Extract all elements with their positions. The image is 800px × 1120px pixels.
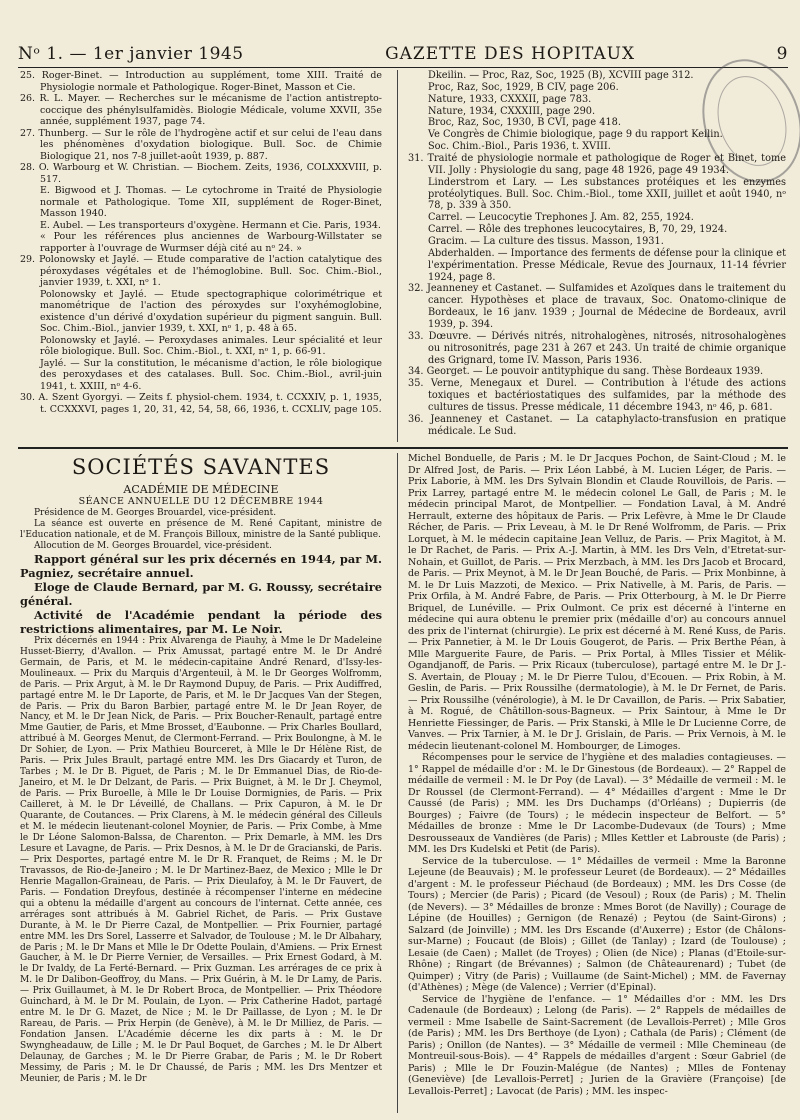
prize-list: Prix décernés en 1944 : Prix Alvarenga de Piauhy, à Mme le Dr Madeleine Husset-Bierry, d'Avallon. — Prix Amussat, partagé entre M. le Dr André Germain, de Paris, et M. le médecin-capitaine André Renard, d'Issy-les-Moulineaux. — Prix du Marquis d'Argenteuil, à M. le Dr Georges Wolfromm, de Paris. — Prix Argut, à M. le Dr Raymond Dupuy, de Paris. — Prix Audiffred, partagé entre M. le Dr Laporte, de Paris, et M. le Dr Jacques Van der Stegen, de Paris. — Prix du Baron Barbier, partagé entre M. le Dr Jean Royer, de Nancy, et M. le Dr Jean Nick, de Paris. — Prix Boucher-Renault, partagé entre Mme Gautier, de Paris, et Mme Brosset, d'Eaubonne. — Prix Charles Boullard, attribué à M. Georges Menut, de Clermont-Ferrand. — Prix Boulongne, à M. le Dr Sohier, de Lyon. — Prix Mathieu Bourceret, à Mlle le Dr Hélène Rist, de Paris. — Prix Jules Brault, partagé entre MM. les Drs Giacardy et Turon, de Tarbes ; M. le Dr B. Piguet, de Paris ; M. le Dr Emmanuel Dias, de Rio-de-Janeiro, et M. le Dr Delzant, de Paris. — Prix Buignet, à M. le Dr J. Cheymol, de Paris. — Prix Buroelle, à Mlle le Dr Louise Dormignies, de Paris. — Prix Cailleret, à M. le Dr Léveillé, de Challans. — Prix Capuron, à M. le Dr Quarante, de Coutances. — Prix Clarens, à M. le médecin général des Cilleuls et M. le médecin lieutenant-colonel Moynier, de Paris. — Prix Combe, à Mme le Dr Léone Salomon-Balssa, de Charenton. — Prix Demarle, à MM. les Drs Lesure et Lavagne, de Paris. — Prix Desnos, à M. le Dr de Gracianski, de Paris. — Prix Desportes, partagé entre M. le Dr R. Franquet, de Reims ; M. le Dr Travassos, de Rio-de-Janeiro ; M. le Dr Martinez-Baez, de Mexico ; Mlle le Dr Henrie Magallon-Graineau, de Paris. — Prix Dieulafoy, à M. le Dr Fauvert, de Paris. — Fondation Dreyfous, destinée à récompenser l'interne en médecine qui a obtenu la médaille d'argent au concours de l'internat. Cette année, ces arrérages sont attribués à M. Gabriel Richet, de Paris. — Prix Gustave Durante, à M. le Dr Pierre Cazal, de Montpellier. — Prix Fournier, partagé entre MM. les Drs Sorel, Lasserre et Salvador, de Toulouse ; M. le Dr Albahary, de Paris ; M. le Dr Mans et Mlle le Dr Odette Poulain, d'Amiens. — Prix Ernest Gaucher, à M. le Dr Pierre Vernier, de Versailles. — Prix Ernest Godard, à M. le Dr Ivaldy, de La Ferté-Bernard. — Prix Guzman. Les arrérages de ce prix à M. le Dr Dalibon-Geoffroy, du Mans. — Prix Guérin, à M. le Dr Lamy, de Paris. — Prix Guillaumet, à M. le Dr Robert Broca, de Montpellier. — Prix Théodore Guinchard, à M. le Dr M. Poulain, de Lyon. — Prix Catherine Hadot, partagé entre M. le Dr G. Mazet, de Nice ; M. le Dr Paillasse, de Lyon ; M. le Dr Rareau, de Paris. — Prix Herpin (de Genève), à M. le Dr Milliez, de Paris. — Fondation Jansen. L'Académie décerne les dix parts à : M. le Dr Swyngheadauw, de Lille ; M. le Dr Paul Boquet, de Garches ; M. le Dr Albert Delaunay, de Garches ; M. le Dr Pierre Grabar, de Paris ; M. le Dr Robert Messimy, de Paris ; M. le Dr Chaussé, de Paris ; MM. les Drs Mentzer et Meunier, de Paris ; M. le Dr	[20, 635, 382, 1084]
reference-item: Broc, Raz, Soc, 1930, B CVI, page 418.	[428, 117, 621, 129]
service-awards: Récompenses pour le service de l'hygiène et des maladies contagieuses. — 1° Rappel de médaille d'or : M. le Dr Ginestous (de Bordeaux). — 2° Rappel de médaille de vermeil : M. le Dr Poy (de Laval). — 3° Médaille de vermeil : M. le Dr Roussel (de Clermont-Ferrand). — 4° Médailles d'argent : Mme le Dr Caussé (de Paris) ; MM. les Drs Duchamps (d'Orléans) ; Dupierris (de Bourges) ; Faivre (de Tours) ; le médecin inspecteur de Belfort. — 5° Médailles de bronze : Mme le Dr Lacombe-Dudevaux (de Tours) ; Mme Desrousseaux de Vandières (de Paris) ; Mlles Kettler et Labrouste (de Paris) ; MM. les Drs Kudelski et Petit (de Paris).	[408, 752, 786, 855]
page-number: 9	[776, 44, 788, 64]
page-header	[18, 38, 788, 68]
reference-item: Polonowsky et Jaylé. — Etude spectographique colorimétrique et manométrique de l'action des péroxydes sur l'oxyhémoglobine, existence d'un dérivé d'oxydation supérieur du pigment sanguin. Bull. Soc. Chim.-Biol., janvier 1939, t. XXI, nᵒ 1, p. 48 à 65.	[40, 288, 382, 334]
journal-title: GAZETTE DES HOPITAUX	[385, 44, 636, 64]
references-right-column	[408, 70, 786, 438]
section-title: SOCIÉTÉS SAVANTES	[71, 455, 331, 479]
reference-item: Nature, 1934, CXXXIII, page 290.	[428, 105, 596, 117]
section-subtitle: ACADÉMIE DE MÉDECINE	[123, 483, 279, 496]
column-divider	[397, 453, 398, 1113]
service-awards: Service de l'hygiène de l'enfance. — 1° Médailles d'or : MM. les Drs Cadenaule (de Bordeaux) ; Lelong (de Paris). — 2° Rappels de médailles de vermeil : Mme Isabelle de Saint-Sacrement (de Levallois-Perret) ; Mlle Gros (de Paris) ; MM. les Drs Berthoye (de Lyon) ; Cathala (de Paris) ; Clément (de Paris) ; Onillon (de Nantes). — 3° Médaille de vermeil : Mlle Chemineau (de Montreuil-sous-Bois). — 4° Rappels de médailles d'argent : Sœur Gabriel (de Paris) ; Mlle le Dr Fouzin-Malégue (de Nantes) ; Mlles de Fontenay (Geneviève) [de Levallois-Perret] ; Jurien de la Gravière (Françoise) [de Levallois-Perret] ; Lavocat (de Paris) ; MM. les inspec-	[408, 993, 786, 1097]
bold-item: Activité de l'Académie pendant la période des restrictions alimentaires, par M. Le Noir.	[20, 607, 382, 636]
reference-note: « Pour les références plus anciennes de Warbourg-Willstater se rapporter à l'ouvrage de Wurmser déjà cité au nᵒ 24. »	[40, 231, 382, 254]
bold-item: Eloge de Claude Bernard, par M. G. Roussy, secrétaire général.	[20, 579, 382, 608]
reference-item: Linderstrom et Lary. — Les substances protéiques et les enzymes protéolytiques. Bull. Soc. Chim.-Biol., tome XXII, juillet et août 1940, nᵒ 78, p. 339 à 350.	[428, 176, 786, 212]
reference-item: Gracim. — La culture des tissus. Masson, 1931.	[428, 236, 664, 248]
column-divider	[397, 70, 398, 442]
reference-item: Nature, 1933, CXXXII, page 783.	[428, 93, 592, 105]
paragraph: Allocution de M. Georges Brouardel, vice-président.	[34, 540, 272, 551]
reference-item: Carrel. — Rôle des trephones leucocytaires, B, 70, 29, 1924.	[428, 224, 728, 236]
bold-item: Rapport général sur les prix décernés en 1944, par M. Pagniez, secrétaire annuel.	[20, 551, 382, 580]
societes-left-column	[20, 453, 382, 1085]
reference-item: Ve Congrès de Chimie biologique, page 9 du rapport Keilin.	[428, 129, 723, 141]
reference-item: 28. O. Warbourg et W. Christian. — Biochem. Zeits, 1936, COLXXXVIII, p. 517.	[20, 162, 382, 185]
reference-item: Polonowsky et Jaylé. — Peroxydases animales. Leur spécialité et leur rôle biologique. Bull. Soc. Chim.-Biol., t. XXI, nᵒ 1, p. 66-91.	[40, 334, 382, 357]
reference-item: E. Aubel. — Les transporteurs d'oxygène. Hermann et Cie. Paris, 1934.	[40, 219, 381, 231]
session-heading: SÉANCE ANNUELLE DU 12 DÉCEMBRE 1944	[78, 496, 324, 507]
reference-item: E. Bigwood et J. Thomas. — Le cytochrome in Traité de Physiologie normale et Pathologique. Tome XII, supplément de Roger-Binet, Masson 1940.	[40, 185, 382, 219]
reference-item: Dkeilin. — Proc, Raz, Soc, 1925 (B), XCVIII page 312.	[428, 70, 694, 81]
reference-item: 29. Polonowsky et Jaylé. — Etude comparative de l'action catalytique des péroxydases végétales et de l'hémoglobine. Bull. Soc. Chim.-Biol., janvier 1939, t. XXI, nᵒ 1.	[20, 254, 382, 288]
reference-item: 25. Roger-Binet. — Introduction au supplément, tome XIII. Traité de Physiologie normale et Pathologique. Roger-Binet, Masson et Cie.	[20, 70, 382, 93]
reference-item: Soc. Chim.-Biol., Paris 1936, t. XVIII.	[428, 141, 611, 153]
reference-item: 34. Georget. — Le pouvoir antityphique du sang. Thèse Bordeaux 1939.	[408, 366, 764, 378]
reference-item: 36. Jeanneney et Castanet. — La cataphylacto-transfusion en pratique médicale. Le Sud.	[408, 413, 786, 437]
reference-item: Jaylé. — Sur la constitution, le mécanisme d'action, le rôle biologique des peroxydases et des catalases. Bull. Soc. Chim.-Biol., avril-juin 1941, t. XXIII, nᵒ 4-6.	[40, 357, 382, 392]
reference-item: Proc, Raz, Soc, 1929, B CIV, page 206.	[428, 81, 619, 93]
paragraph: La séance est ouverte en présence de M. René Capitant, ministre de l'Education nationale, et de M. François Billoux, ministre de la Santé publique.	[20, 518, 382, 540]
section-separator	[18, 447, 788, 449]
reference-item: 27. Thunberg. — Sur le rôle de l'hydrogène actif et sur celui de l'eau dans les phénomènes d'oxydation biologique. Bull. Soc. de Chimie Biologique 21, nos 7-8 juillet-août 1939, p. 887.	[20, 127, 382, 162]
references-left-column	[20, 70, 382, 415]
reference-item: 33. Dœuvre. — Dérivés nitrés, nitrohalogènes, nitrosés, nitrosohalogènes ou nitrosonitrés, page 231 à 267 et 243. Un traité de chimie organique des Grignard, tome IV. Masson, Paris 1936.	[408, 330, 786, 366]
issue-number: Nᵒ 1. — 1er janvier 1945	[18, 44, 244, 64]
reference-item: Carrel. — Leucocytie Trephones J. Am. 82, 255, 1924.	[428, 212, 694, 224]
service-awards: Service de la tuberculose. — 1° Médailles de vermeil : Mme la Baronne Lejeune (de Beauvais) ; M. le professeur Leuret (de Bordeaux). — 2° Médailles d'argent : M. le professeur Piéchaud (de Bordeaux) ; MM. les Drs Cosse (de Tours) ; Mercier (de Paris) ; Picard (de Vesoul) ; Roux (de Paris) ; M. Thelin (de Nevers). — 3° Médailles de bronze : Mmes Borot (de Navilly) ; Courage de Lépine (de Houilles) ; Gernigon (de Renazé) ; Peytou (de Saint-Girons) ; Salzard (de Joinville) ; MM. les Drs Escande (d'Auxerre) ; Estor (de Châlons-sur-Marne) ; Foucaut (de Blois) ; Gillet (de Tanlay) ; Izard (de Toulouse) ; Lesaie (de Caen) ; Mallet (de Troyes) ; Olien (de Nice) ; Planas (d'Etoile-sur-Rhône) ; Ringart (de Brévannes) ; Salmon (de Châteaurenard) ; Tubet (de Quimper) ; Vitry (de Paris) ; Vuillaume (de Saint-Michel) ; MM. de Favernay (d'Athènes) ; Mège (de Valence) ; Verrier (d'Epinal).	[408, 855, 786, 993]
societes-right-column	[408, 453, 786, 1097]
prize-list: Michel Bonduelle, de Paris ; M. le Dr Jacques Pochon, de Saint-Cloud ; M. le Dr Alfred Jost, de Paris. — Prix Léon Labbé, à M. Lucien Léger, de Paris. — Prix Laborie, à MM. les Drs Sylvain Blondin et Claude Rouvillois, de Paris. — Prix Larrey, partagé entre M. le médecin colonel Le Gall, de Paris ; M. le médecin principal Marot, de Montpellier. — Fondation Laval, à M. André Herrault, externe des hôpitaux de Paris. — Prix Lefèvre, à Mme le Dr Claude Récher, de Paris. — Prix Leveau, à M. le Dr René Wolfromm, de Paris. — Prix Lorquet, à M. le médecin capitaine Jean Velluz, de Paris. — Prix Magitot, à M. le Dr Rachet, de Paris. — Prix A.-J. Martin, à MM. les Drs Veln, d'Etretat-sur-Nohain, et Guillot, de Paris. — Prix Merzbach, à MM. les Drs Jacob et Brocard, de Paris. — Prix Meynot, à M. le Dr Jean Bouché, de Paris. — Prix Monbinne, à M. le Dr Luis Mazzoti, de Mexico. — Prix Nativelle, à M. Paris, de Paris. — Prix Orfila, à M. André Fabre, de Paris. — Prix Otterbourg, à M. le Dr Pierre Briquel, de Lunéville. — Prix Oulmont. Ce prix est décerné à l'interne en médecine qui aura obtenu le premier prix (médaille d'or) au concours annuel des prix de l'internat (chirurgie). Le prix est décerné à M. René Kuss, de Paris. — Prix Pannetier, à M. le Dr Louis Gougerot, de Paris. — Prix Berthe Péan, à Mlle Marguerite Faure, de Paris. — Prix Portal, à Mlles Tissier et Mélik-Ogandjanoff, de Paris. — Prix Ricaux (tuberculose), partagé entre M. le Dr J.-S. Avertain, de Plouay ; M. le Dr Pierre Tulou, d'Ecouen. — Prix Robin, à M. Geslin, de Paris. — Prix Roussilhe (dermatologie), à M. le Dr Fernet, de Paris. — Prix Roussilhe (vénérologie), à M. le Dr Cavaillon, de Paris. — Prix Sabatier, à M. Rogué, de Châtillon-sous-Bagneux. — Prix Saintour, à Mme le Dr Henriette Fiessinger, de Paris. — Prix Stanski, à Mlle le Dr Lucienne Corre, de Vanves. — Prix Tarnier, à M. le Dr J. Grislain, de Paris. — Prix Vernois, à M. le médecin lieutenant-colonel M. Hombourger, de Limoges.	[408, 453, 787, 752]
reference-item: 30. A. Szent Gyorgyi. — Zeits f. physiol-chem. 1934, t. CCXXIV, p. 1, 1935, t. CCXXXVI, pages 1, 20, 31, 42, 54, 58, 66, 1936, t. CCXLIV, page 105.	[20, 392, 382, 415]
reference-item: 32. Jeanneney et Castanet. — Sulfamides et Azoïques dans le traitement du cancer. Hypothèses et place de travaux, Soc. Onatomo-clinique de Bordeaux, le 16 janv. 1939 ; Journal de Médecine de Bordeaux, avril 1939, p. 394.	[408, 283, 786, 331]
reference-item: 31. Traité de physiologie normale et pathologique de Roger et Binet, tome VII. Jolly : Physiologie du sang, page 48 1926, page 49 1934.	[408, 153, 786, 176]
reference-item: 35. Verne, Menegaux et Durel. — Contribution à l'étude des actions toxiques et bactériostatiques des sulfamides, par la méthode des cultures de tissus. Presse médicale, 11 décembre 1943, nᵒ 46, p. 681.	[408, 378, 786, 414]
reference-item: 26. R. L. Mayer. — Recherches sur le mécanisme de l'action antistrepto-coccique des phénylsulfamidès. Biologie Médicale, volume XXVII, 35e année, supplément 1937, page 74.	[20, 93, 382, 127]
paragraph: Présidence de M. Georges Brouardel, vice-président.	[34, 508, 277, 518]
reference-item: Abderhalden. — Importance des ferments de défense pour la clinique et l'expérimentation. Presse Médicale, Revue des Journaux, 11-14 février 1924, page 8.	[428, 247, 786, 283]
